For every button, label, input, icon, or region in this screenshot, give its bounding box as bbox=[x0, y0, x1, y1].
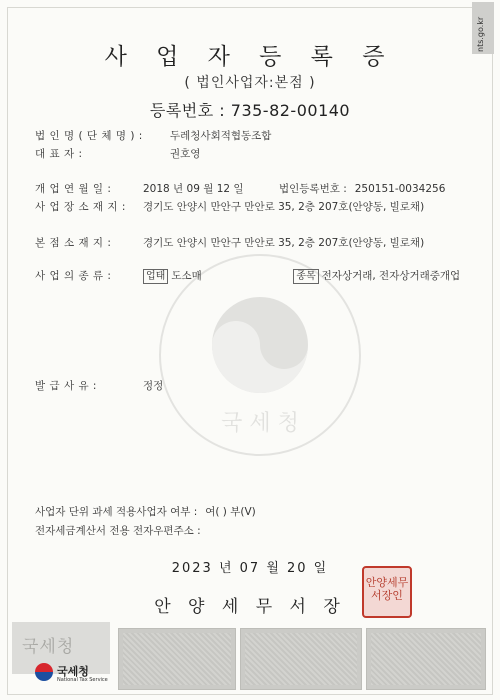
field-open-date bbox=[35, 181, 445, 196]
corp-name-value: 두레청사회적협동조합 bbox=[170, 130, 272, 142]
stamp-text: 안양세무서장인 bbox=[365, 576, 409, 602]
industry-box: 업태 bbox=[143, 269, 168, 284]
representative-value: 권호영 bbox=[170, 148, 201, 160]
issue-reason-value: 정정 bbox=[143, 380, 164, 392]
seal-text: 국 세 청 bbox=[221, 411, 299, 436]
url-tag-text: nts.go.kr bbox=[476, 16, 485, 52]
watermark-text: 국세청 bbox=[22, 637, 75, 657]
issuer-name: 안 양 세 무 서 장 bbox=[154, 597, 346, 617]
nts-logo-korean: 국세청 bbox=[57, 665, 89, 678]
official-stamp bbox=[362, 566, 412, 618]
document-title: 사 업 자 등 록 증 bbox=[104, 44, 396, 70]
field-issue-reason bbox=[35, 378, 163, 393]
e-invoice-email-label: 전자세금계산서 전용 전자우편주소 : bbox=[35, 525, 201, 537]
security-pattern-3 bbox=[366, 628, 486, 690]
business-address-value: 경기도 안양시 만안구 만안로 35, 2층 207호(안양동, 빌로채) bbox=[143, 201, 425, 213]
business-address-label: 사 업 장 소 재 지 : bbox=[35, 201, 126, 213]
nts-logo-icon bbox=[35, 663, 53, 681]
corp-name-label: 법 인 명 ( 단 체 명 ) : bbox=[35, 130, 143, 142]
nts-logo-english: National Tax Service bbox=[57, 677, 108, 683]
business-type-label: 사 업 의 종 류 : bbox=[35, 270, 112, 282]
item-box: 종목 bbox=[293, 269, 318, 284]
hq-address-label: 본 점 소 재 지 : bbox=[35, 237, 112, 249]
field-business-type bbox=[35, 268, 460, 284]
corp-reg-value: 250151-0034256 bbox=[354, 183, 446, 195]
registration-number: 등록번호 : 735-82-00140 bbox=[149, 101, 351, 120]
open-date-label: 개 업 연 월 일 : bbox=[35, 183, 112, 195]
hq-address-value: 경기도 안양시 만안구 만안로 35, 2층 207호(안양동, 빌로채) bbox=[143, 237, 425, 249]
representative-label: 대 표 자 : bbox=[35, 148, 83, 160]
security-pattern-1 bbox=[118, 628, 236, 690]
field-e-invoice-email bbox=[35, 523, 201, 538]
issue-date: 2023 년 07 월 20 일 bbox=[171, 561, 329, 576]
item-value: 전자상거래, 전자상거래중개업 bbox=[321, 270, 461, 282]
unit-tax-label: 사업자 단위 과세 적용사업자 여부 : bbox=[35, 506, 198, 518]
field-hq-address bbox=[35, 235, 424, 250]
unit-tax-value: 여( ) 부(V) bbox=[205, 506, 256, 518]
corp-reg-label: 법인등록번호 : bbox=[279, 183, 347, 195]
field-representative bbox=[35, 146, 200, 161]
security-pattern-2 bbox=[240, 628, 362, 690]
open-date-value: 2018 년 09 월 12 일 bbox=[143, 183, 244, 195]
industry-value: 도소매 bbox=[171, 270, 202, 282]
field-business-address bbox=[35, 199, 424, 214]
document-subtitle: ( 법인사업자:본점 ) bbox=[184, 75, 316, 91]
field-corp-name bbox=[35, 128, 271, 143]
issue-reason-label: 발 급 사 유 : bbox=[35, 380, 97, 392]
field-unit-tax bbox=[35, 504, 256, 519]
